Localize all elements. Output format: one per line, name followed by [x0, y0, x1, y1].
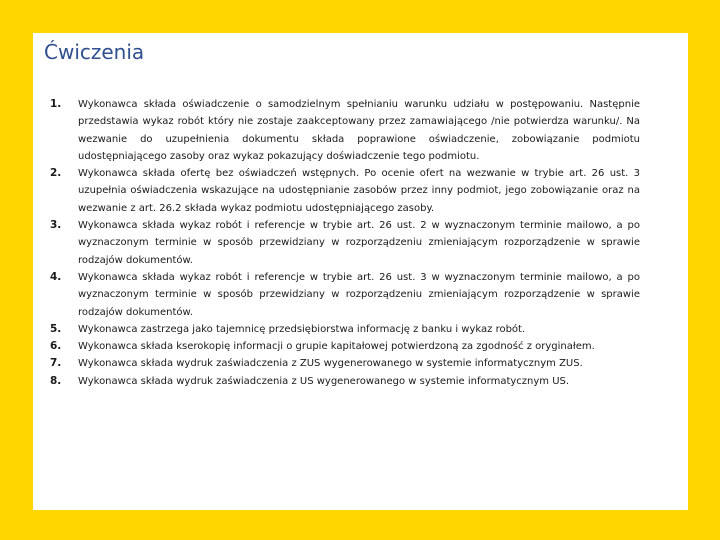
item-number: 7.: [50, 357, 62, 370]
item-text: Wykonawca składa wykaz robót i referencje w trybie art. 26 ust. 3 w wyznaczonym terminie mailowo, a po wyznaczonym terminie w sposób przewidziany w rozporządzeniu zmieniającym rozporządzenie w sprawie rodzajów dokumentów.: [78, 271, 640, 318]
item-text: Wykonawca składa wykaz robót i referencje w trybie art. 26 ust. 2 w wyznaczonym terminie mailowo, a po wyznaczonym terminie w sposób przewidziany w rozporządzeniu zmieniającym rozporządzenie w sprawie rodzajów dokumentów.: [78, 220, 640, 266]
item-number: 5.: [50, 322, 62, 335]
slide-title: Ćwiczenia: [44, 40, 145, 64]
item-text: Wykonawca składa oświadczenie o samodzielnym spełnianiu warunku udziału w postępowaniu. Następnie przedstawia wykaz robót który nie zostaje zaakceptowany przez zamawiającego /nie potwierdza warunku/. Na wezwanie do uzupełnienia dokumentu składa poprawione oświadczenie, zobowiązanie podmiotu udostępniającego zasoby oraz wykaz pokazujący doświadczenie tego podmiotu.: [78, 99, 640, 162]
item-number: 8.: [50, 374, 62, 387]
item-number: 6.: [50, 340, 62, 353]
list-item: [50, 165, 640, 217]
item-text: Wykonawca składa ofertę bez oświadczeń wstępnych. Po ocenie ofert na wezwanie w trybie art. 26 ust. 3 uzupełnia oświadczenia wskazujące na udostępnianie zasobów przez inny podmiot, jego zobowiązanie oraz na wezwanie z art. 26.2 składa wykaz podmiotu udostępniającego zasoby.: [78, 168, 640, 214]
item-text: Wykonawca składa wydruk zaświadczenia z US wygenerowanego w systemie informatycznym US.: [78, 375, 570, 387]
list-item: [50, 217, 640, 269]
slide-content: [33, 33, 688, 510]
list-item: [50, 338, 640, 355]
exercise-list: [50, 96, 640, 390]
list-item: [50, 321, 640, 338]
item-text: Wykonawca zastrzega jako tajemnicę przedsiębiorstwa informację z banku i wykaz robót.: [78, 323, 526, 335]
list-item: [50, 96, 640, 165]
item-number: 2.: [50, 167, 62, 180]
item-text: Wykonawca składa wydruk zaświadczenia z ZUS wygenerowanego w systemie informatycznym ZUS.: [78, 358, 583, 370]
list-item: [50, 373, 640, 390]
item-number: 1.: [50, 98, 62, 110]
item-number: 4.: [50, 270, 62, 283]
list-item: [50, 269, 640, 321]
list-item: [50, 355, 640, 372]
item-text: Wykonawca składa kserokopię informacji o grupie kapitałowej potwierdzoną za zgodność z oryginałem.: [78, 341, 595, 353]
item-number: 3.: [50, 219, 62, 232]
